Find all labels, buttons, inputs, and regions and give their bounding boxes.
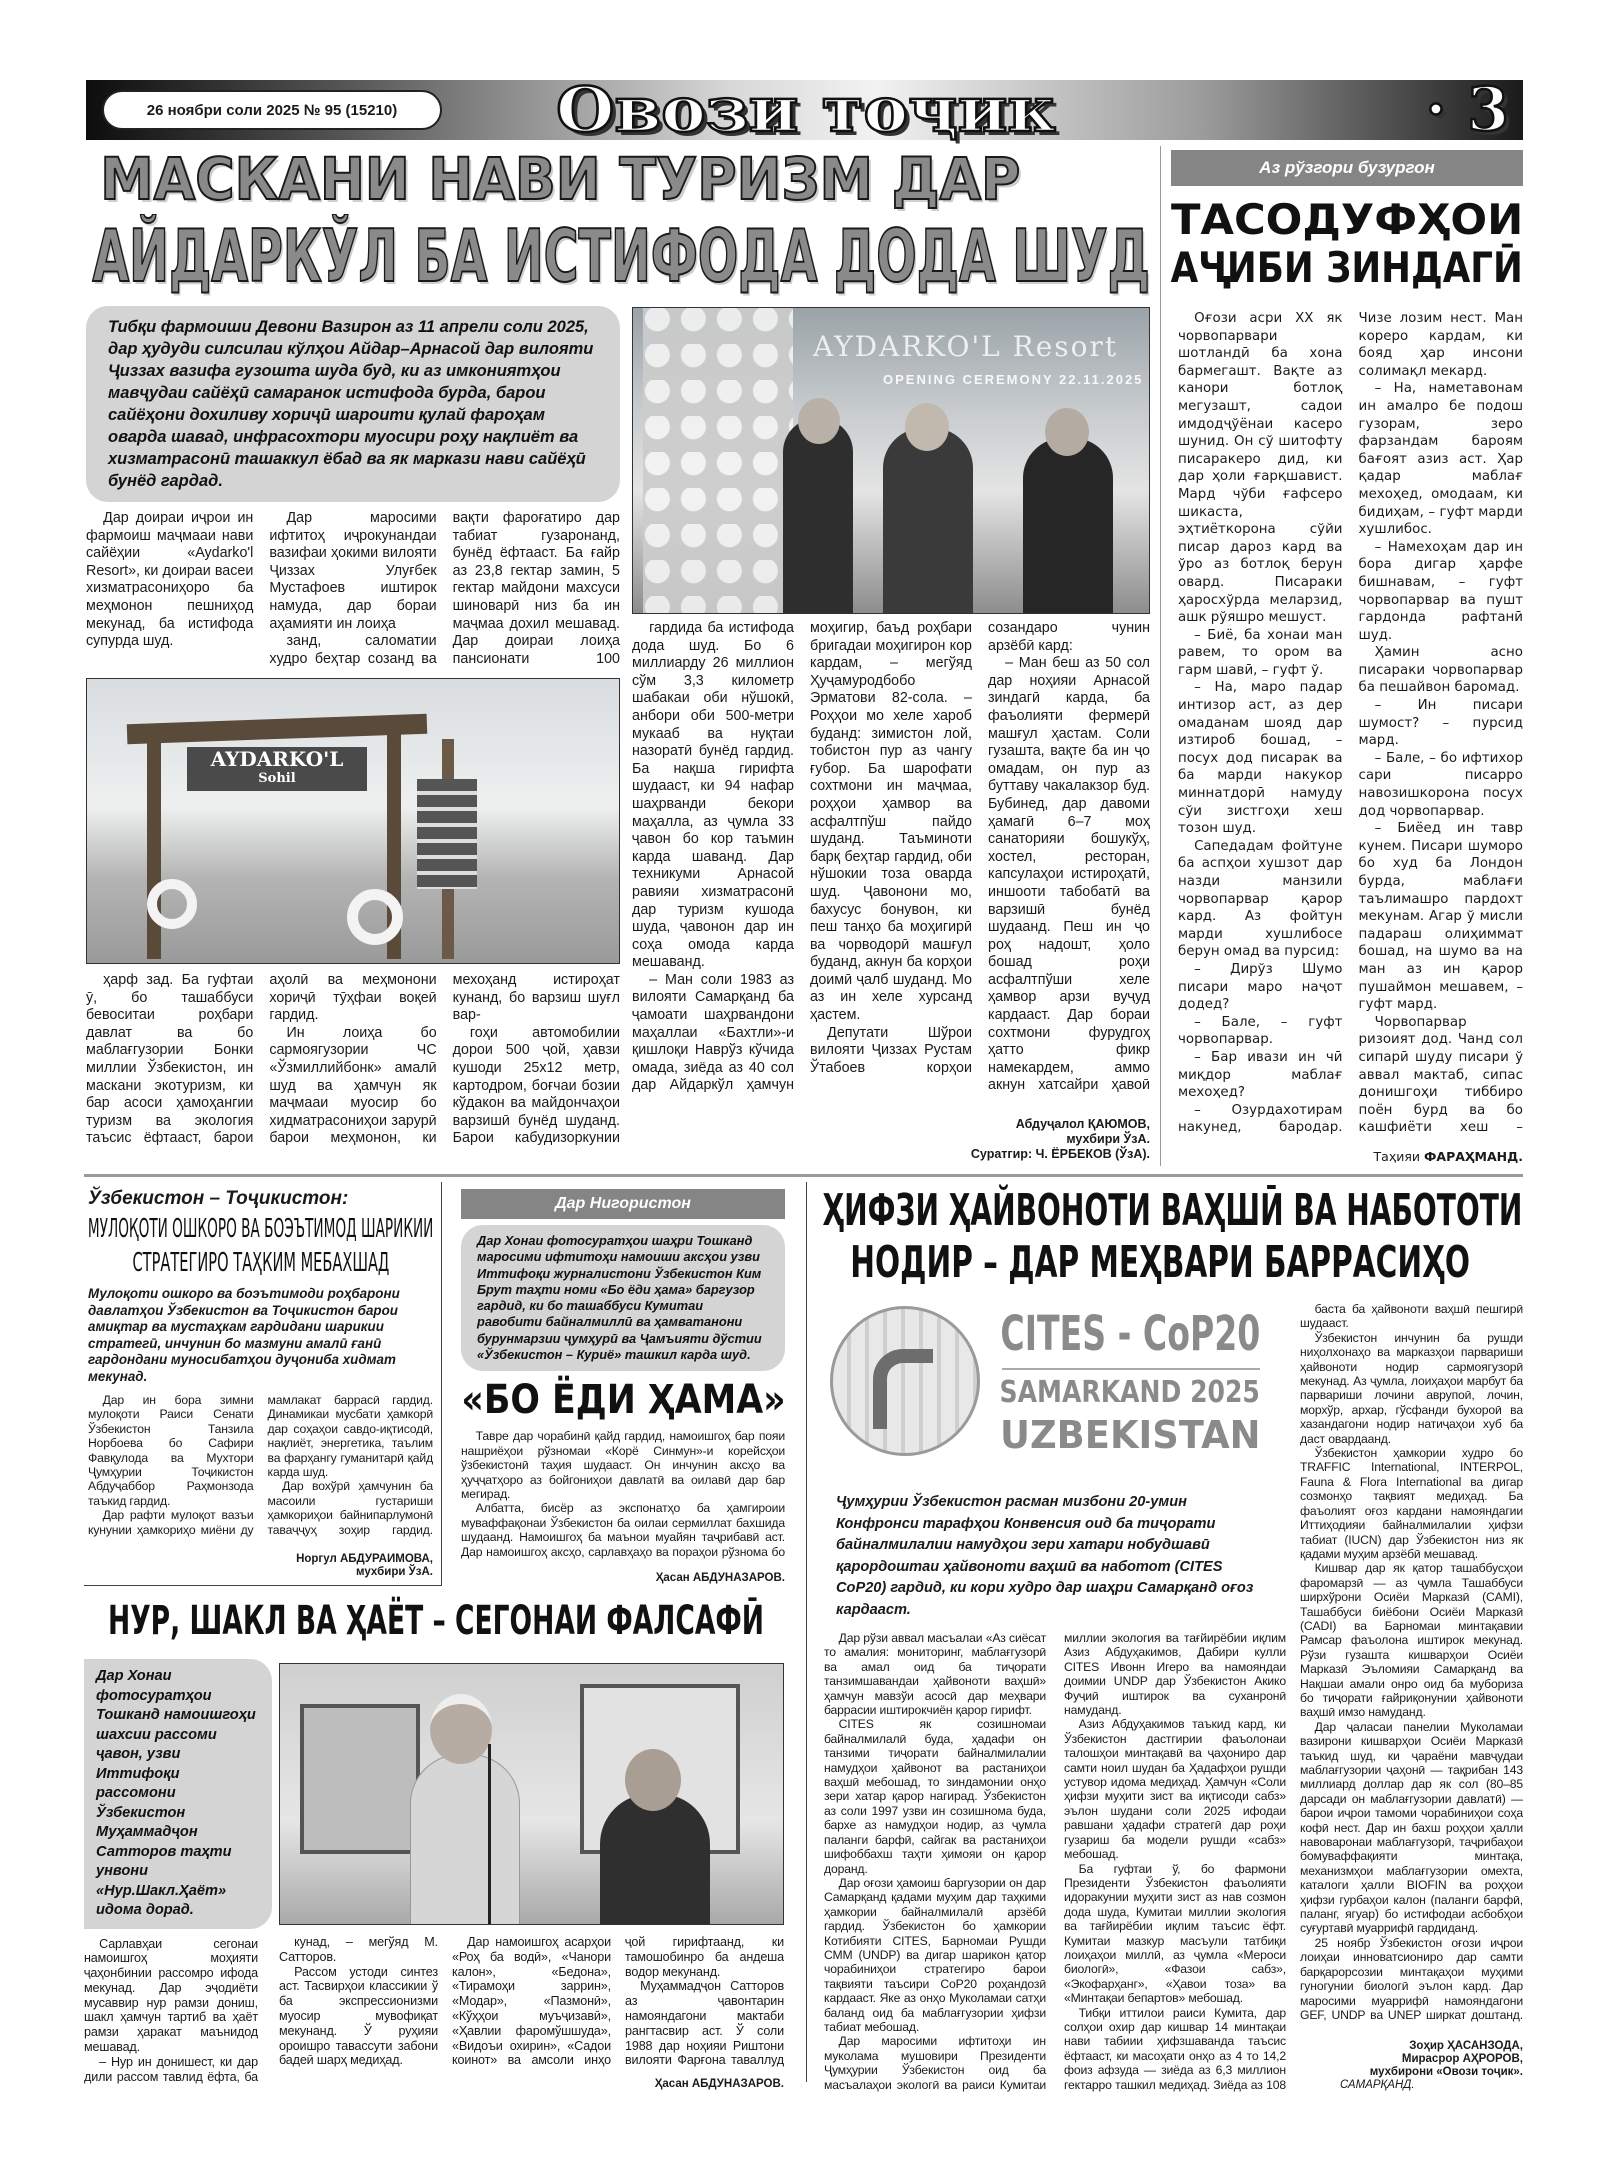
logo-text: CITES - CoP20 [1000,1306,1260,1362]
paragraph: Ҳамин асно писараки чорвопарвар ба пешайвон баромад. [1358,645,1523,696]
column-divider [806,1182,807,2082]
gallery-signature [461,1568,785,1585]
top-article-lead: Тибқи фармоиши Девони Вазирон аз 11 апрели соли 2025, дар ҳудуди силсилаи кўлҳои Айдар–Арнасой дар вилояти Ҷиззах вазифа гузошта шуда буд, ки аз имкониятҳои мавҷудаи сайёҳӣ самаранок истифода бурда, барои сайёҳони дохиливу хориҷӣ шароити қулай фароҳам оварда шавад, инфрасохтори муосири роҳу нақлиёт ва хизматрасонӣ ташаккул ёбад ва як маркази нави сайёҳӣ бунёд гардад. [86,306,620,502]
main-headline-line1 [100,145,1021,213]
logo-rule [1002,1368,1260,1370]
paragraph: занд, саломатии худро беҳтар созанд ва вақти фароғатиро дар табиат гузаронанд, бунёд ёфтааст. Ба ғайр аз 23,8 гектар замин, 5 гектар майдони махсуси шиноварӣ низ ба ин маҷмаа дохил мешавад. Дар доираи лоиҳа пансионати 100 [269,510,620,667]
headline-text: ҲИФЗИ ҲАЙВОНОТИ ВАҲШӢ ВА НАБОТОТИ [822,1185,1522,1236]
paragraph: – Бале, – гуфт чорвопарвар. [1178,1014,1343,1048]
person-3 [1023,438,1113,614]
paragraph: – Намехоҳам дар ин бора дигар ҳарфе бишнавам, – гуфт чорвопарвар ва пушт гардонда рафтанӣ шуд. [1358,539,1523,643]
page-number: · 3 [1425,75,1509,145]
sign-line: Sohil [258,771,296,786]
uz-tj-article [84,1182,442,1586]
resort-arch-sign [187,747,367,791]
top-article-body-c [632,620,1150,1107]
paragraph: Тавре дар чорабинӣ қайд гардид, намоишгоҳ бар пояи нашриёҳои рўзномаи «Корё Синмун»-и корейсҳои ўзбекистонӣ таҳия шудааст. Он инчунин аксҳо ва ҳуҷҷатҳоро аз бойгониҳои давлатӣ ва оилавӣ дар бар мегирад. [461,1429,785,1501]
author-role: мухбири ЎзА. [356,1566,433,1578]
newspaper-logo [556,74,1056,146]
side-article-body [1171,310,1523,1145]
newspaper-title: Овози тоҷик [556,73,1056,146]
resort-entrance-photo [86,678,620,964]
paragraph: Дар маросими ифтитоҳи ин муколама мушовири Президенти Ҷумҳурии Ўзбекистон оид ба масъалаҳои экологӣ ва раиси Кумитаи миллии экология ва тағйирёбии иқлим Азиз Абдуҳакимов, Дабири кулли CITES Ивонн Игеро ва намояндаи доимии UNDP дар Ўзбекистон Акико Фуҷиӣ иштирок ва суханронӣ намуданд. [824,1631,1286,2092]
artist-head [430,1694,492,1764]
article-kicker: Ўзбекистон – Тоҷикистон: [88,1188,349,1209]
lifebuoy-icon [347,889,403,945]
headline-text: ТАСОДУФҲОИ [1170,195,1524,244]
paragraph: Ин лоиҳа бо сармоягузории ЧС «Ўзмиллийбонк» амалӣ шуд ва ҳамчун як маҷмааи муосир бо хидматрасониҳои зарурӣ барои меҳмонон, ки мехоҳанд истироҳат кунанд, бо варзиш шуғл вар- [269,972,620,1147]
cites-headline-line1 [822,1185,1522,1236]
author-role: мухбирони «Овози тоҷик». [1369,2066,1523,2078]
top-article-body-b [86,972,620,1162]
balloons-decoration [643,308,793,614]
uz-tj-headline-line1 [88,1214,433,1244]
paragraph: кунад, – мегўяд М. Сатторов. [279,1935,438,1964]
paragraph: Кишвар дар як қатор ташаббусҳои фаромарзӣ — аз ҷумла Ташаббуси ширхўрони Осиёи Марказӣ (CAMI), Ташаббуси биёбони Осиёи Марказӣ (CADI) ва Барномаи минтақавии Рамсар фаъолона иштирок мекунад. Рўзи гузашта кишварҳои Осиёи Марказӣ Эъломияи Самарқанд ва Нақшаи амали онро оид ба мубориза бо тиҷорати ғайриқонунии ҳайвоноти ваҳшӣ имзо намуданд. [1300,1561,1523,1720]
main-headline-line2 [92,214,1150,298]
paragraph: Ба гуфтаи ў, бо фармони Президенти Ўзбекистон фаъолияти идоракунии муҳити зист аз нав созмон дода шуда, Кумитаи миллии экология ва тағйирёбии иқлим таъсис ёфт. Кумитаи мазкур масъули татбиқи лоиҳаҳои миллӣ, аз ҷумла «Мероси биологӣ», «Фазои сабз», «Экофарҳанг», «Ҳавои тоза» ва «Минтақаи бепартов» мебошад. [1064,1861,1286,2006]
paragraph: Дар намоишгоҳ асарҳои «Роҳ ба водӣ», «Чанори калон», «Бедона», «Тирамоҳи заррин», «Модар», «Пазмонӣ», «Кўҳҳои муъҷизавӣ», «Ҳавлии фаромўшшуда», «Видоъи охирин», «Садои коинот» ва амсоли инҳо ҷой гирифтаанд, ки тамошобинро ба андеша водор мекунанд. [452,1935,784,2068]
uz-tj-signature [88,1549,433,1579]
samarkand-emblem-icon [830,1306,980,1456]
paragraph: – Биё, ба хонаи ман равем, то ором ва гарм шавӣ, – гуфт ў. [1178,627,1343,678]
direction-signs [417,779,477,889]
art-body-rest [279,1935,784,2074]
headline-text: АЙДАРКЎЛ БА ИСТИФОДА ДОДА ШУД [92,214,1150,298]
exhibition-photo [279,1663,784,1925]
deer-silhouette [873,1349,933,1429]
logo-text: UZBEKISTAN [999,1413,1261,1457]
uz-tj-body [88,1393,433,1549]
gallery-article [461,1189,785,1585]
author-name: Мирасрор АҲРОРОВ, [1401,2053,1523,2065]
column-divider [1160,146,1161,1166]
paragraph: Оғози асри XX як чорвопарвари шотландӣ ба хона бармегашт. Вақте аз канори ботлоқ мегузашт, садои имдодҷўёнаи касеро шунид. Он сў шитофту писаракеро дид, ки дар ҳоли ғарқшавист. Мард чўби ғафсеро шикаста, эҳтиёткорона сўйи писар дароз кард ва ўро аз ботлоқ берун овард. Писараки ҳаросхўрда меларзид, ашк рўяшро мешуст. [1178,311,1343,626]
paragraph: – Озурдахотирам накунед, бародар. Чизе лозим нест. Ман кореро кардам, ки бояд ҳар инсони солимақл мекард. [1178,311,1523,1136]
paragraph: – На, маро падар интизор аст, аз дер омаданам шояд дар изтироб бошад, – посух дод писарак ва ба марди накукор миннатдорӣ намуду сўи зистгоҳи хеш тозон шуд. [1178,680,1343,837]
gallery-lead: Дар Хонаи фотосуратҳои шаҳри Тошканд маросими ифтитоҳи намоиши аксҳои узви Иттифоқи журналистони Ўзбекистон Ким Брут таҳти номи «Бо ёди ҳама» баргузор гардид, ки бо ташаббуси Кумитаи равобити байналмиллӣ ва ҳамватанони бурунмарзии ҷумҳурӣ ва Ҷамъияти дўстии «Ўзбекистон – Куриё» ташкил карда шуд. [461,1225,785,1371]
person-1-head [798,398,840,444]
gallery-headline [460,1377,786,1424]
paragraph: Муҳаммадҷон Сатторов аз ҷавонтарин намояндагони мактаби рангтасвир аст. Ў соли 1988 дар ноҳияи Риштони вилояти Фарғона таваллуд [625,1979,784,2068]
gallery-body [461,1429,785,1568]
cites-headline-line2 [850,1237,1470,1288]
logo-title [1000,1306,1260,1362]
painting-frame [300,1704,420,1854]
lifebuoy-icon [147,879,197,929]
artist-figure [410,1754,520,1925]
paragraph: – Бале, – бо ифтихор сари писарро навозишкорона посух дод чорвопарвар. [1358,750,1523,819]
art-headline [108,1600,764,1642]
author-prefix: Таҳияи [1373,1149,1421,1164]
paragraph: гардида ба истифода дода шуд. Бо 6 миллиарду 26 миллион сўм 3,3 километр шабакаи оби нўшокӣ, анбори оби 500-метри мукааб ва нуқтаи назоратӣ бунёд гардид. Ба нақша гирифта шудааст, ки 94 нафар шаҳрванди бекори маҳалла, аз ҷумла 33 ҷавон бо кор таъмин карда шаванд. Дар техникуми Арнасой равияи хизматрасонӣ дар туризм кушода шуда, ҷавонон дар ин соҳа омода карда мешаванд. [632,620,794,971]
logo-city [1000,1376,1260,1410]
art-body-first [84,1937,272,2092]
paragraph: – Биёед ин тавр кунем. Писари шуморо бо худ ба Лондон бурда, маблағи таълимашро пардохт мекунам. Агар ў мисли падараш олиҳиммат бошад, на шумо ва на ман аз ин қарор пушаймон мешавем, – гуфт мард. [1358,821,1523,1013]
headline-text: МАСКАНИ НАВИ ТУРИЗМ ДАР [100,145,1021,213]
arch-beam [127,714,428,744]
headline-text: «БО ЁДИ ҲАМА» [460,1377,786,1424]
author-name: Ҳасан АБДУНАЗАРОВ. [655,1572,785,1584]
paragraph: Тибқи иттилои раиси Кумита, дар солҳои охир дар кишвар 14 минтақаи нави табиии ҳифзшаванда таъсис ёфтааст, ки масоҳати онҳо аз 4 то 14,2 фоиз афзуда — зиёда аз 6,3 миллион гектарро ташкил медиҳад. Зиёда аз 108 [1064,2005,1286,2092]
paragraph: – Дирўз Шумо писари маро наҷот додед? [1178,961,1343,1013]
paragraph: Дар рўзи аввал масъалаи «Аз сиёсат то амалия: мониторинг, маблағгузорӣ ва амал оид ба тиҷорати танзимшавандаи ҳайвоноти ваҳшӣ» ҳамчун мавзўи асосӣ дар меҳвари баррасии иштирокчиён қарор гирифт. [824,1631,1046,1718]
guest-figure [600,1794,710,1925]
paragraph: Дар ин бора зимни мулоқоти Раиси Сенати Ўзбекистон Танзила Норбоева бо Сафири Фавқулода ва Мухтори Ҷумҳурии Тоҷикистон Абдуҷаббор Раҳмонзода таъкид гардид. [88,1393,254,1508]
paragraph: – На, наметавонам ин амалро бе подош гузорам, зеро фарзандам бароям бағоят азиз аст. Ҳар қадар маблағ мехоҳед, омодаам, ки бидиҳам, – гуфт марди хушлибос. [1358,381,1523,538]
person-2-head [905,403,949,451]
side-title-line1 [1170,195,1524,244]
headline-text: НУР, ШАКЛ ВА ҲАЁТ – СЕГОНАИ ФАЛСАФӢ [108,1598,764,1644]
paragraph: Сапедадам фойтуне ба аспҳои хушзот дар назди манзили чорвопарвар қарор кард. Аз фойтун марди хушлибосе берун омад ва пурсид: [1178,838,1343,960]
person-2 [883,428,973,614]
author-name: Ҳасан АБДУНАЗАРОВ. [654,2078,784,2090]
paragraph: – Ин писари шумост? – пурсид мард. [1358,698,1523,749]
paragraph: – Бар ивази ин чӣ миқдор маблағ мехоҳед? [1178,1049,1343,1101]
paragraph: CITES як созишномаи байналмилалӣ буда, ҳадафи он танзими тиҷорати байналмилалии намудҳои ҳайвонот ва растаниҳои ваҳшӣ мебошад, то зиндамонии онҳо зери хатар қарор нагирад. Ўзбекистон аз соли 1997 узви ин созишнома буда, бархе аз намудҳои нодир, аз ҷумла паланги барфӣ, сайгак ва растаниҳои шифоббахш таҳти ҳимояи он қарор доранд. [824,1717,1046,1876]
cites-cop20-logo [824,1302,1286,1462]
top-article-middle [632,307,1150,1162]
top-article-left [86,306,620,1162]
top-article-signature [632,1113,1150,1162]
paragraph: Ўзбекистон ҳамкории худро бо TRAFFIC International, INTERPOL, Fauna & Flora International ва дигар созмонҳо тақвият медиҳад. Ба фаъолият оғоз кардани намояндагии Иттиҳодияи байналмилалии ҳифзи табиат (IUCN) дар Ўзбекистон низ як қадами муҳим арзёбӣ мешавад. [1300,1446,1523,1561]
side-article-signature [1171,1145,1523,1164]
paragraph: Дар оғози ҳамоиш баргузории он дар Самарқанд қадами муҳим дар таҳкими ҳамкории байналмилалӣ арзёбӣ гардид. Ўзбекистон бо ҳамкории Котибияти CITES, Барномаи Рушди СММ (UNDP) ва дигар шарикон қатор чорабиниҳои стратегиро барои тақвияти таъсири CoP20 роҳандозӣ кардааст. Яке аз онҳо Муколамаи сатҳи баланд оид ба маблағгузории ҳифзи табиат мебошад. [824,1875,1046,2034]
paragraph: Рассом устоди синтез аст. Тасвирҳои классикии ў ба экспрессионизми муосир мувофиқат мекунанд. Ў руҳияи ороишро тавассути забони бадеӣ шарҳ медиҳад. [279,1964,438,2068]
rubric-bar: Аз рўзгори бузургон [1171,150,1523,186]
paragraph: Дар доираи иҷрои ин фармоиш маҷмааи нави сайёҳии «Aydarko'l Resort», ки доираи васеи хизматрасониҳоро ба меҳмонон пешниҳод мекунад, ба истифода супурда шуд. [86,510,254,650]
paragraph: Сарлавҳаи сегонаи намоишгоҳ моҳияти ҷаҳонбинии рассомро ифода мекунад. Дар эҷодиёти мусаввир нур рамзи дониш, шакл ҳамчун тартиб ва ҳаёт рамзи ҳаракат маънидод мешавад. [84,1936,258,2055]
paragraph: гоҳи автомобилии дорои 500 ҷой, ҳавзи кушоди 25х12 метр, картодром, боғчаи бозии кўдакон ва майдончаҳои варзишӣ бунёд шуданд. Барои кабудизоркунии [452,1024,620,1147]
art-left [84,1659,272,2091]
paragraph: Албатта, бисёр аз экспонатҳо ба ҳамгироии муваффақонаи Ўзбекистон ба оилаи сермиллат бахшида шудаанд. Намоишгоҳ ба маънои муайян таҷрибавӣ аст. Дар намоишгоҳ аксҳо, сарлавҳаҳо ва пораҳои рўзнома бо [461,1501,785,1559]
headline-text: НОДИР – ДАР МЕҲВАРИ БАРРАСИҲО [850,1237,1470,1288]
paragraph: Дар рафти мулоқот вазъи кунунии ҳамкориҳо миёни ду мамлакат баррасӣ гардид. Динамикаи мусбати ҳамкорӣ дар соҳаҳои савдо-иқтисодӣ, нақлиёт, энергетика, таълим ва фарҳангу гуманитарӣ қайд карда шуд. [88,1393,433,1537]
dateline: САМАРҚАНД. [1340,2079,1415,2091]
person-3-head [1045,408,1089,456]
section-separator [84,1174,1523,1177]
microphone-stand [488,1744,491,1925]
masthead [86,73,1523,146]
paragraph: – Ман беш аз 50 сол дар ноҳияи Арнасой зиндагӣ карда, ба фаъолияти фермерӣ машғул ҳастам. Соли гузашта, вақте ба ин ҷо омадам, он пур аз буттаву чакалакзор буд. Бубинед, дар давоми ҳамагӣ 6–7 моҳ санаторияи бошукўҳ, хостел, ресторан, капсулаҳои истироҳатӣ, иншооти табобатӣ ва варзишӣ бунёд шудаанд. Пеш ин ҷо роҳ надошт, ҳоло бошад роҳи асфалтпўши хеле ҳамвор арзи вуҷуд кардааст. Дар бораи сохтмони фурудгоҳ ҳатто фикр намекардем, аммо акнун хатсайри ҳавоӣ [988,655,1150,1094]
side-title-line2 [1170,243,1524,292]
author-name: Норгул АБДУРАИМОВА, [296,1553,433,1565]
paragraph: – Нур ин донишест, ки дар дили рассом тавлид ёфта, ба [84,2054,258,2084]
author-name: Зоҳир ҲАСАНЗОДА, [1409,2040,1523,2052]
paragraph: Дар маросими ифтитоҳ иҷрокунандаи вазифаи ҳокими вилояти Ҷиззах Улуғбек Мустафоев иштирок намуда, дар бораи аҳамияти ин лоиҳа [269,510,437,632]
opening-ceremony-photo [632,307,1150,614]
headline-text: СТРАТЕГИРО ТАҲКИМ МЕБАХШАД [132,1248,389,1278]
top-article-body-a [86,510,620,670]
logo-text: SAMARKAND 2025 [999,1375,1261,1410]
side-article [1171,150,1523,1164]
art-signature [279,2074,784,2091]
photographer-credit: Суратгир: Ч. ЁРБЕКОВ (ЎзА). [970,1147,1150,1161]
paragraph: Дар ҷаласаи панелии Муколамаи вазирони кишварҳои Осиёи Марказӣ таъкид шуд, ки ҷараёни мавҷудаи маблағгузории ҷаҳонӣ — тақрибан 143 миллиард доллар дар як сол (80–85 дарсади он маблағгузории давлатӣ) — барои иҷрои тамоми чорабиниҳои соҳа кофӣ нест. Дар ин бахш роҳҳои ҳалли навоваронаи маблағгузорӣ, таҷрибаҳои бомуваффақияти минтақа, механизмҳои маблағгузории омехта, каталоги ҳалли BIOFIN ва роҳҳои ҳифзи гурбаҳои калон (паланги барфӣ, паланг, ягуар) бо истифодаи асбобҳои суғуртавӣ муаррифӣ гардиданд. [1300,1719,1523,1936]
issue-date: 26 ноябри соли 2025 № 95 (15210) [102,90,442,130]
paragraph: Депутати Шўрои вилояти Ҷиззах Рустам Ўтабоев корҳои созандаро чунин арзёбӣ кард: [810,620,1150,1076]
cites-signature [1300,2036,1523,2092]
resort-sign: AYDARKO'L Resort [813,330,1119,363]
paragraph: – Ман соли 1983 аз вилояти Самарқанд ба ҷамоати шаҳрвандони маҳаллаи «Бахтли»-и қишлоқи Наврўз кўчида омада, зиёда аз 40 сол дар Айдаркўл ҳамчун моҳигир, баъд роҳбари бригадаи моҳигирон кор кардам, – мегўяд Ҳуҷамуродбобо Эрматови 82-сола. – Роҳҳои мо хеле хароб буданд: зимистон лой, тобистон пур аз чангу ғубор. Ба шарофати сохтмони ин маҷмаа, роҳҳои ҳамвор ва асфалтпўш пайдо шуданд. Таъминоти барқ беҳтар гардид, оби нўшокии тоза оварда шуд. Ҷавонони мо, бахусус бонувон, ки пеш танҳо ба моҳигирӣ ва чорводорӣ машғул буданд, акнун ба корҳои доимӣ ҷалб шуданд. Мо аз ин хеле хурсанд ҳастем. [632,620,972,1094]
sign-line: AYDARKO'L [210,747,344,771]
logo-country [1000,1414,1260,1456]
author-role: мухбири ЎзА. [1066,1132,1150,1146]
paragraph: Азиз Абдуҳакимов таъкид кард, ки Ўзбекистон дастгирии фаъолонаи талошҳои минтақавӣ ва ҷаҳониро дар самти ноил шудан ба Ҳадафҳои рушди устувор идома медиҳад. Ҳамчун «Соли ҳифзи муҳити зист ва иқтисоди сабз» эълон шудани соли 2025 ифодаи равшани ҳадафи стратегӣ дар роҳи гузариш ба модели рушди «сабз» мебошад. [1064,1717,1286,1862]
paragraph: баста ба ҳайвоноти ваҳшӣ пешгирӣ шудааст. [1300,1302,1523,1331]
guest-head [625,1749,681,1811]
author-name: Абдуҷалол ҚАЮМОВ, [1015,1117,1150,1131]
paragraph: 25 ноябр Ўзбекистон оғози иҷрои лоиҳаи инноватсиониро дар самти барқарорсозии минтақаҳои муҳими гуногунии биологӣ эълон кард. Дар маросими муаррифӣ намояндагони GEF, UNDP ва UNEP ширкат доштанд. [1300,1935,1523,2022]
paragraph: Дар вохўрӣ ҳамчунин ба масоили густариши ҳамкориҳои байнипарлумонӣ таваҷҷуҳ зоҳир гардид. [267,1479,433,1537]
uz-tj-headline-line2 [132,1248,389,1278]
cites-main [824,1302,1286,2092]
author-name: ФАРАҲМАНД. [1424,1149,1523,1164]
person-1 [783,418,853,614]
cites-side [1300,1302,1523,2092]
paragraph: Ўзбекистон инчунин ба рушди ниҳолхонаҳо ва марказҳои парвариши ҳайвоноти нодир сармоягузорӣ мекунад. Аз ҷумла, лоиҳаҳои марбут ба парвариши лочини аврупоӣ, лочин, морхўр, архар, гўсфанди бухороӣ ва хазандагони нодир натиҷаҳои хуб ба даст овардаанд. [1300,1330,1523,1446]
cites-lead: Ҷумҳурии Ўзбекистон расман мизбони 20-умин Конфронси тарафҳои Конвенсия оид ба тиҷорати байналмилалии намудҳои зери хатари нобудшавӣ қарордоштаи ҳайвоноти ваҳшӣ ва наботот (CITES CoP20) гардид, ки кори худро дар шаҳри Самарқанд оғоз кардааст. [836,1494,1254,1618]
art-lead: Дар Хонаи фотосуратҳои Тошканд намоишгоҳи шахсии рассоми ҷавон, узви Иттифоқи рассомони Ўзбекистон Муҳаммадҷон Сатторов таҳти унвони «Нур.Шакл.Ҳаёт» идома дорад. [84,1659,272,1929]
cites-body-side [1300,1302,1523,2036]
ceremony-banner: OPENING CEREMONY 22.11.2025 [883,372,1144,387]
paragraph: ҳарф зад. Ба гуфтаи ӯ, бо ташаббуси бевоситаи роҳбари давлат ва бо маблағгузории Бонки миллии Ўзбекистон, ин маскани экотуризм, ки бар асоси ҳамоҳангии туризм ва экология таъсис ёфтааст, барои аҳолӣ ва меҳмонони хориҷӣ тӯҳфаи воқеӣ гардид. [86,972,437,1147]
headline-text: АҶИБИ ЗИНДАГӢ [1170,243,1524,292]
headline-text: МУЛОҚОТИ ОШКОРО ВА БОЭЪТИМОД ШАРИКИИ [87,1214,434,1244]
cites-body-main [824,1631,1286,2092]
art-right [279,1663,784,2091]
paragraph: Чорвопарвар ризоият дод. Чанд сол сипарӣ шуду писари ў аввал мактаб, сипас донишгоҳи тиббиро поён бурд ва бо кашфиёти хеш – [1358,1014,1523,1136]
rubric-bar: Дар Нигористон [461,1189,785,1219]
uz-tj-lead: Мулоқоти ошкоро ва боэътимоди роҳбарони давлатҳои Ўзбекистон ва Тоҷикистон барои амиқтар ва мустаҳкам гардидани шарикии стратегӣ, инчунин бо мазмуни амалӣ ғанӣ гардондани муносибатҳои дуҷониба хидмат мекунад. [88,1286,400,1384]
